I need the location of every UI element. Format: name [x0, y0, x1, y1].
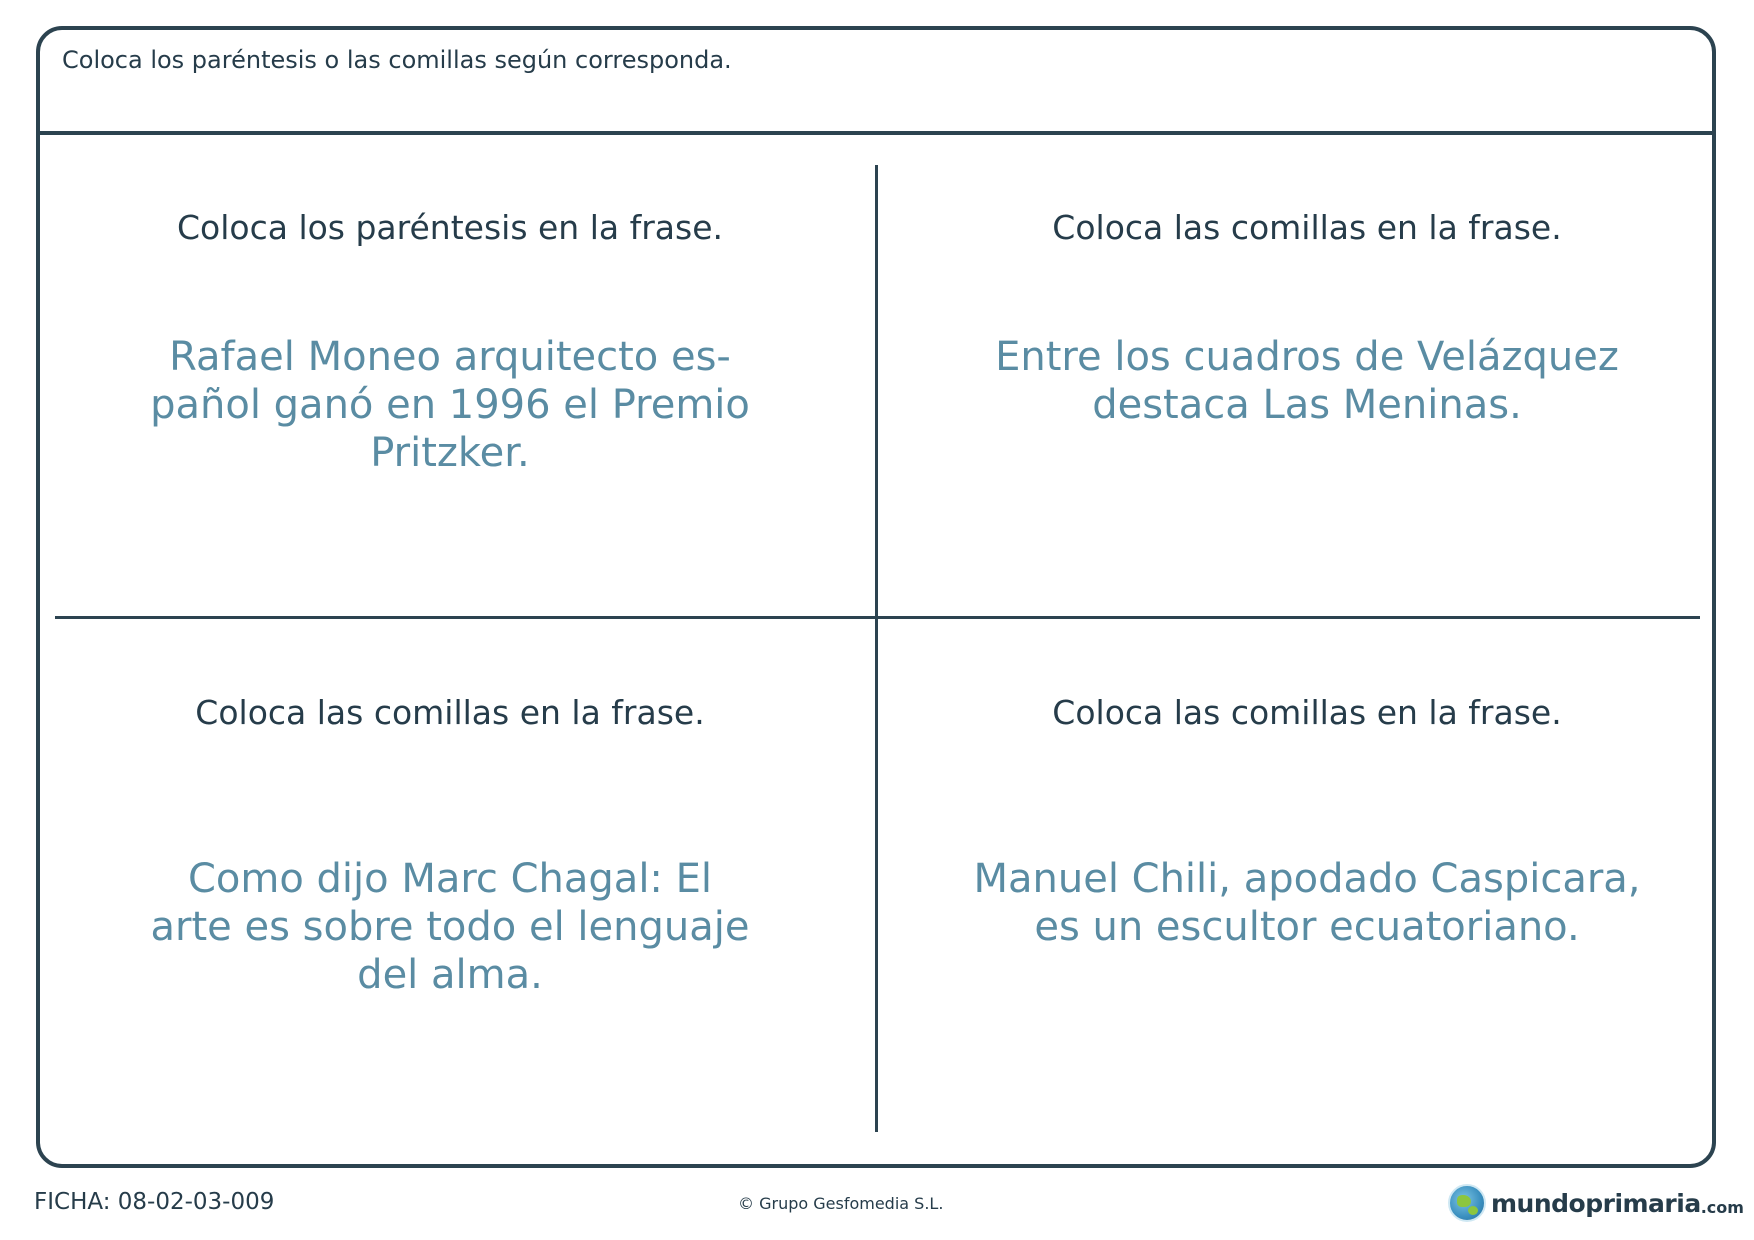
exercise-3-sentence: Como dijo Marc Chagal: El arte es sobre todo el lenguaje del alma. [150, 856, 750, 998]
exercise-1-title: Coloca los paréntesis en la frase. [177, 208, 723, 247]
horizontal-divider [55, 616, 1700, 619]
exercise-1-sentence: Rafael Moneo arquitecto es-pañol ganó en 1996 el Premio Pritzker. [150, 334, 750, 476]
exercise-2 [937, 208, 1677, 429]
globe-icon [1448, 1184, 1486, 1222]
exercise-3-title: Coloca las comillas en la frase. [195, 693, 705, 732]
exercise-1 [80, 208, 820, 477]
exercise-4-title: Coloca las comillas en la frase. [1052, 693, 1562, 732]
copyright-notice: © Grupo Gesfomedia S.L. [738, 1194, 944, 1213]
exercise-4-sentence: Manuel Chili, apodado Caspicara, es un escultor ecuatoriano. [973, 856, 1641, 950]
logo-tld: .com [1700, 1197, 1744, 1217]
exercise-2-title: Coloca las comillas en la frase. [1052, 208, 1562, 247]
exercise-4 [937, 693, 1677, 951]
ficha-code: FICHA: 08-02-03-009 [34, 1189, 275, 1215]
exercise-3 [80, 693, 820, 999]
worksheet-instruction: Coloca los paréntesis o las comillas según corresponda. [62, 46, 732, 74]
mundoprimaria-logo[interactable] [1448, 1182, 1744, 1224]
vertical-divider [875, 165, 878, 1132]
exercise-2-sentence: Entre los cuadros de Velázquez destaca Las Meninas. [995, 334, 1619, 428]
header-divider [36, 131, 1716, 135]
logo-name: mundoprimaria [1491, 1188, 1701, 1218]
